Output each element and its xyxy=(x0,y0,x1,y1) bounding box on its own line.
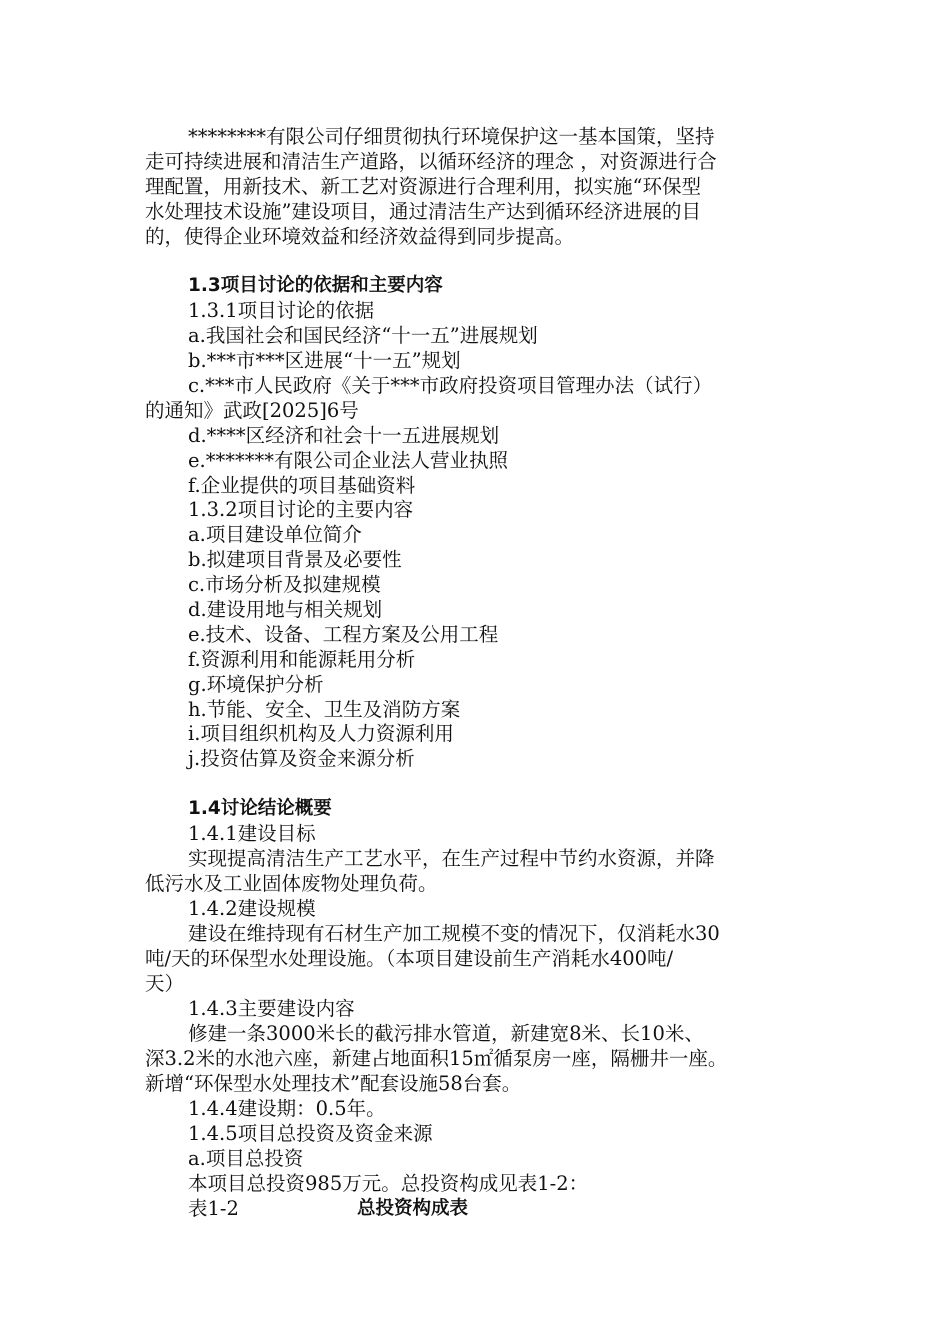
list-item: g.环境保护分析 xyxy=(188,673,324,696)
paragraph-line: 实现提高清洁生产工艺水平，在生产过程中节约水资源，并降 xyxy=(188,847,715,870)
table-label: 表1-2 xyxy=(188,1197,239,1220)
list-item: e.*******有限公司企业法人营业执照 xyxy=(188,449,508,472)
list-item: f.企业提供的项目基础资料 xyxy=(188,474,416,497)
intro-line: 理配置，用新技术、新工艺对资源进行合理利用，拟实施“环保型 xyxy=(145,175,701,198)
list-item: b.***市***区进展“十一五”规划 xyxy=(188,349,461,372)
list-item: c.市场分析及拟建规模 xyxy=(188,573,381,596)
intro-line: 走可持续进展和清洁生产道路，以循环经济的理念 ，对资源进行合 xyxy=(145,150,717,173)
list-item: d.建设用地与相关规划 xyxy=(188,598,383,621)
list-item: a.项目总投资 xyxy=(188,1147,304,1170)
list-item: i.项目组织机构及人力资源利用 xyxy=(188,722,454,745)
subsection-title: 1.4.1建设目标 xyxy=(188,822,316,845)
subsection-title: 1.3.1项目讨论的依据 xyxy=(188,299,375,322)
paragraph-line: 本项目总投资985万元。总投资构成见表1-2： xyxy=(188,1172,589,1195)
list-item: h.节能、安全、卫生及消防方案 xyxy=(188,698,461,721)
section-heading-1-3: 1.3项目讨论的依据和主要内容 xyxy=(188,275,443,296)
list-item: j.投资估算及资金来源分析 xyxy=(188,747,415,770)
paragraph-line: 低污水及工业固体废物处理负荷。 xyxy=(145,872,438,895)
list-item: a.项目建设单位简介 xyxy=(188,523,362,546)
subsection-title: 1.3.2项目讨论的主要内容 xyxy=(188,498,414,521)
intro-line: 的，使得企业环境效益和经济效益得到同步提高。 xyxy=(145,225,575,248)
subsection-title: 1.4.2建设规模 xyxy=(188,897,316,920)
subsection-title: 1.4.4建设期：0.5年。 xyxy=(188,1097,386,1120)
paragraph-line: 新增“环保型水处理技术”配套设施58台套。 xyxy=(145,1072,522,1095)
list-item: b.拟建项目背景及必要性 xyxy=(188,548,402,571)
intro-line: 水处理技术设施”建设项目，通过清洁生产达到循环经济进展的目 xyxy=(145,200,701,223)
paragraph-line: 天） xyxy=(145,972,185,995)
paragraph-line: 建设在维持现有石材生产加工规模不变的情况下，仅消耗水30 xyxy=(188,922,720,945)
table-title: 总投资构成表 xyxy=(357,1198,469,1219)
list-item: f.资源利用和能源耗用分析 xyxy=(188,648,416,671)
intro-line: ********有限公司仔细贯彻执行环境保护这一基本国策，坚持 xyxy=(188,125,715,148)
subsection-title: 1.4.3主要建设内容 xyxy=(188,997,355,1020)
paragraph-line: 吨/天的环保型水处理设施。（本项目建设前生产消耗水400吨/ xyxy=(145,947,674,970)
section-heading-1-4: 1.4讨论结论概要 xyxy=(188,798,332,819)
list-item: e.技术、设备、工程方案及公用工程 xyxy=(188,623,499,646)
paragraph-line: 修建一条3000米长的截污排水管道，新建宽8米、长10米、 xyxy=(188,1022,704,1045)
subsection-title: 1.4.5项目总投资及资金来源 xyxy=(188,1122,433,1145)
paragraph-line: 深3.2米的水池六座，新建占地面积15㎡循泵房一座，隔栅井一座。 xyxy=(145,1047,728,1070)
list-item: d.****区经济和社会十一五进展规划 xyxy=(188,424,500,447)
list-item: c.***市人民政府《关于***市政府投资项目管理办法（试行） xyxy=(188,374,713,397)
list-item-continued: 的通知》武政[2025]6号 xyxy=(145,399,359,422)
list-item: a.我国社会和国民经济“十一五”进展规划 xyxy=(188,324,538,347)
